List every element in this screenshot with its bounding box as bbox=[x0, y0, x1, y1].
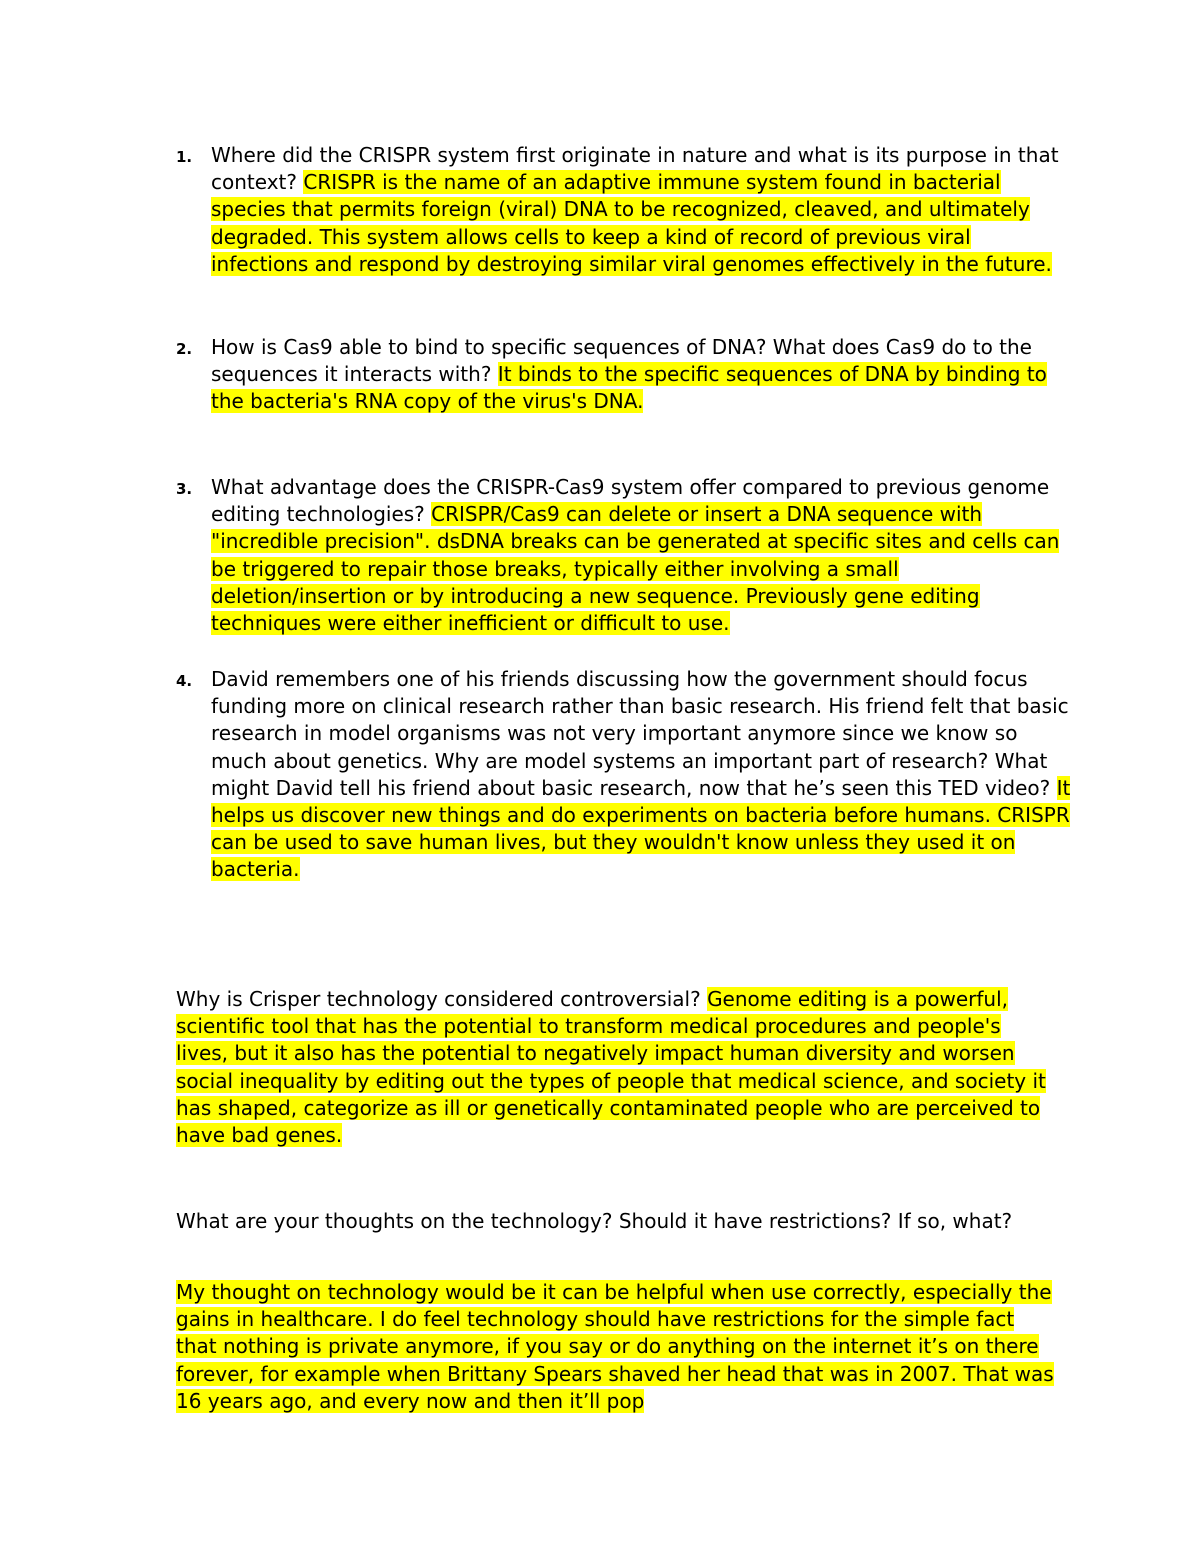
answer-4-text: It helps us discover new things and do experiments on bacteria before humans. CRISPR can be used to save human lives, but they wouldn't know unless they used it on bacteria. bbox=[211, 775, 1071, 882]
answer-3-text: CRISPR/Cas9 can delete or insert a DNA sequence with "incredible precision". dsDNA breaks can be generated at specific sites and cells can be triggered to repair those breaks, typically either involving a small deletion/insertion or by introducing a new sequence. Previously gene editing techniques were either inefficient or difficult to use. bbox=[211, 502, 1060, 636]
question-4-number: 4. bbox=[176, 672, 193, 690]
question-3 bbox=[211, 474, 1071, 637]
question-2-number: 2. bbox=[176, 340, 193, 358]
controversy-question: Why is Crisper technology considered controversial? bbox=[176, 987, 708, 1011]
thoughts-answer-paragraph bbox=[176, 1279, 1056, 1415]
question-1 bbox=[211, 142, 1071, 278]
question-4 bbox=[211, 666, 1071, 884]
answer-2-text: It binds to the specific sequences of DNA by binding to the bacteria's RNA copy of the virus's DNA. bbox=[211, 362, 1047, 414]
controversy-paragraph bbox=[176, 986, 1056, 1149]
question-2-text: How is Cas9 able to bind to specific sequences of DNA? What does Cas9 do to the sequences it interacts with? bbox=[211, 335, 1032, 387]
question-2 bbox=[211, 334, 1071, 416]
question-1-number: 1. bbox=[176, 148, 193, 166]
question-4-text: David remembers one of his friends discussing how the government should focus funding more on clinical research rather than basic research. His friend felt that basic research in model organisms was not very important anymore since we know so much about genetics. Why are model systems an important part of research? What might David tell his friend about basic research, now that he’s seen this TED video? bbox=[211, 667, 1069, 800]
question-1-text: Where did the CRISPR system first originate in nature and what is its purpose in that context? bbox=[211, 143, 1059, 195]
question-3-text: What advantage does the CRISPR-Cas9 system offer compared to previous genome editing technologies? bbox=[211, 475, 1050, 527]
thoughts-question: What are your thoughts on the technology? Should it have restrictions? If so, what? bbox=[176, 1209, 1013, 1233]
answer-1-text: CRISPR is the name of an adaptive immune system found in bacterial species that permits foreign (viral) DNA to be recognized, cleaved, and ultimately degraded. This system allows cells to keep a kind of record of previous viral infections and respond by destroying similar viral genomes effectively in the future. bbox=[211, 170, 1052, 276]
question-3-number: 3. bbox=[176, 480, 193, 498]
thoughts-answer: My thought on technology would be it can be helpful when use correctly, especially the gains in healthcare. I do feel technology should have restrictions for the simple fact that nothing is private anymore, if you say or do anything on the internet it’s on there forever, for example when Brittany Spears shaved her head that was in 2007. That was 16 years ago, and every now and then it’ll pop bbox=[176, 1280, 1054, 1413]
controversy-answer: Genome editing is a powerful, scientific tool that has the potential to transform medical procedures and people's lives, but it also has the potential to negatively impact human diversity and worsen social inequality by editing out the types of people that medical science, and society it has shaped, categorize as ill or genetically contaminated people who are perceived to have bad genes. bbox=[176, 987, 1046, 1148]
